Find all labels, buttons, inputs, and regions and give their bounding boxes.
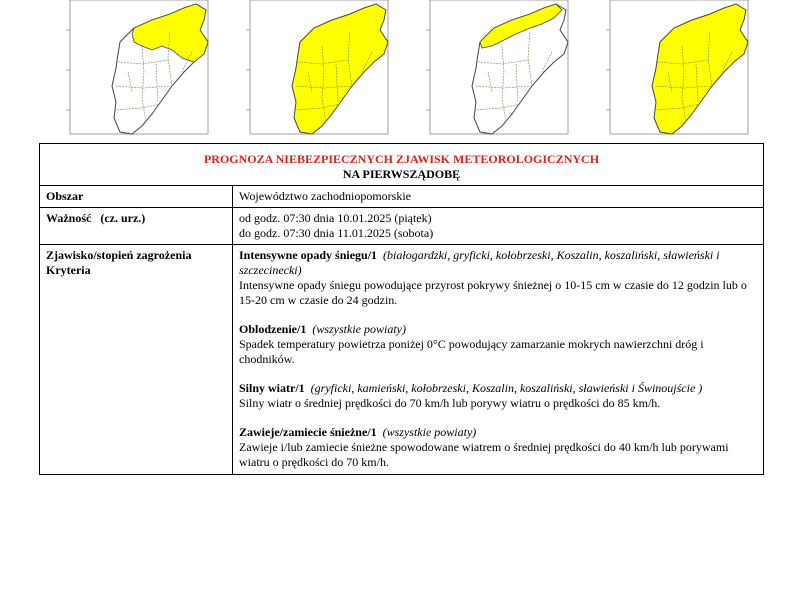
phenomena-list [233,245,764,475]
phenomenon-areas: (wszystkie powiaty) [382,425,477,439]
warning-table [39,143,764,475]
phenomenon-ice [239,322,757,367]
title-cell [40,144,764,186]
area-value: Województwo zachodniopomorskie [233,186,764,208]
phenomenon-snow [239,248,757,308]
phenomenon-name: Oblodzenie/1 [239,322,307,336]
warning-title: PROGNOZA NIEBEZPIECZNYCH ZJAWISK METEOROLOGICZNYCH [203,152,600,166]
validity-label: Ważność (cz. urz.) [40,208,233,245]
region-map [600,0,750,138]
region-map [420,0,570,138]
criteria-label: Kryteria [46,263,91,277]
map-snow [60,0,210,138]
phenomenon-blizzard [239,425,757,470]
phenomenon-description: Intensywne opady śniegu powodujące przyrost pokrywy śnieżnej o 10-15 cm w czasie do 12 godzin lub o 15-20 cm w czasie do 24 godzin. [239,278,747,307]
validity-value [233,208,764,245]
phenomena-label: Zjawisko/stopień zagrożenia [46,248,192,262]
phenomenon-description: Zawieje i/lub zamiecie śnieżne spowodowane wiatrem o średniej prędkości do 40 km/h lub porywami wiatru o prędkości do 70 km/h. [239,440,729,469]
validity-to: do godz. 07:30 dnia 11.01.2025 (sobota) [239,226,434,240]
region-map [60,0,210,138]
warning-subtitle: NA PIERWSZĄDOBĘ [342,167,461,181]
phenomenon-areas: (gryficki, kamieński, kołobrzeski, Koszalin, koszaliński, sławieński i Świnoujście ) [310,381,703,395]
phenomenon-areas: (wszystkie powiaty) [312,322,406,336]
phenomenon-name: Intensywne opady śniegu/1 [239,248,378,262]
region-map [240,0,390,138]
phenomenon-description: Silny wiatr o średniej prędkości do 70 km/h lub porywy wiatru o prędkości do 85 km/h. [239,396,661,410]
phenomenon-description: Spadek temperatury powietrza poniżej 0°C powodujący zamarzanie mokrych nawierzchni dróg i chodników. [239,337,704,366]
warning-maps [0,0,800,140]
map-wind [420,0,570,138]
phenomenon-name: Zawieje/zamiecie śnieżne/1 [239,425,377,439]
map-blizzard [600,0,750,138]
phenomenon-wind [239,381,757,411]
phenomena-row [40,245,764,475]
map-ice [240,0,390,138]
phenomenon-areas: (białogardzki, gryficki, kołobrzeski, Koszalin, koszaliński, sławieński i szczecinecki) [239,248,720,277]
area-row [40,186,764,208]
validity-from: od godz. 07:30 dnia 10.01.2025 (piątek) [239,211,432,225]
phenomena-labels [40,245,233,475]
area-label: Obszar [40,186,233,208]
validity-row [40,208,764,245]
title-row [40,144,764,186]
phenomenon-name: Silny wiatr/1 [239,381,305,395]
